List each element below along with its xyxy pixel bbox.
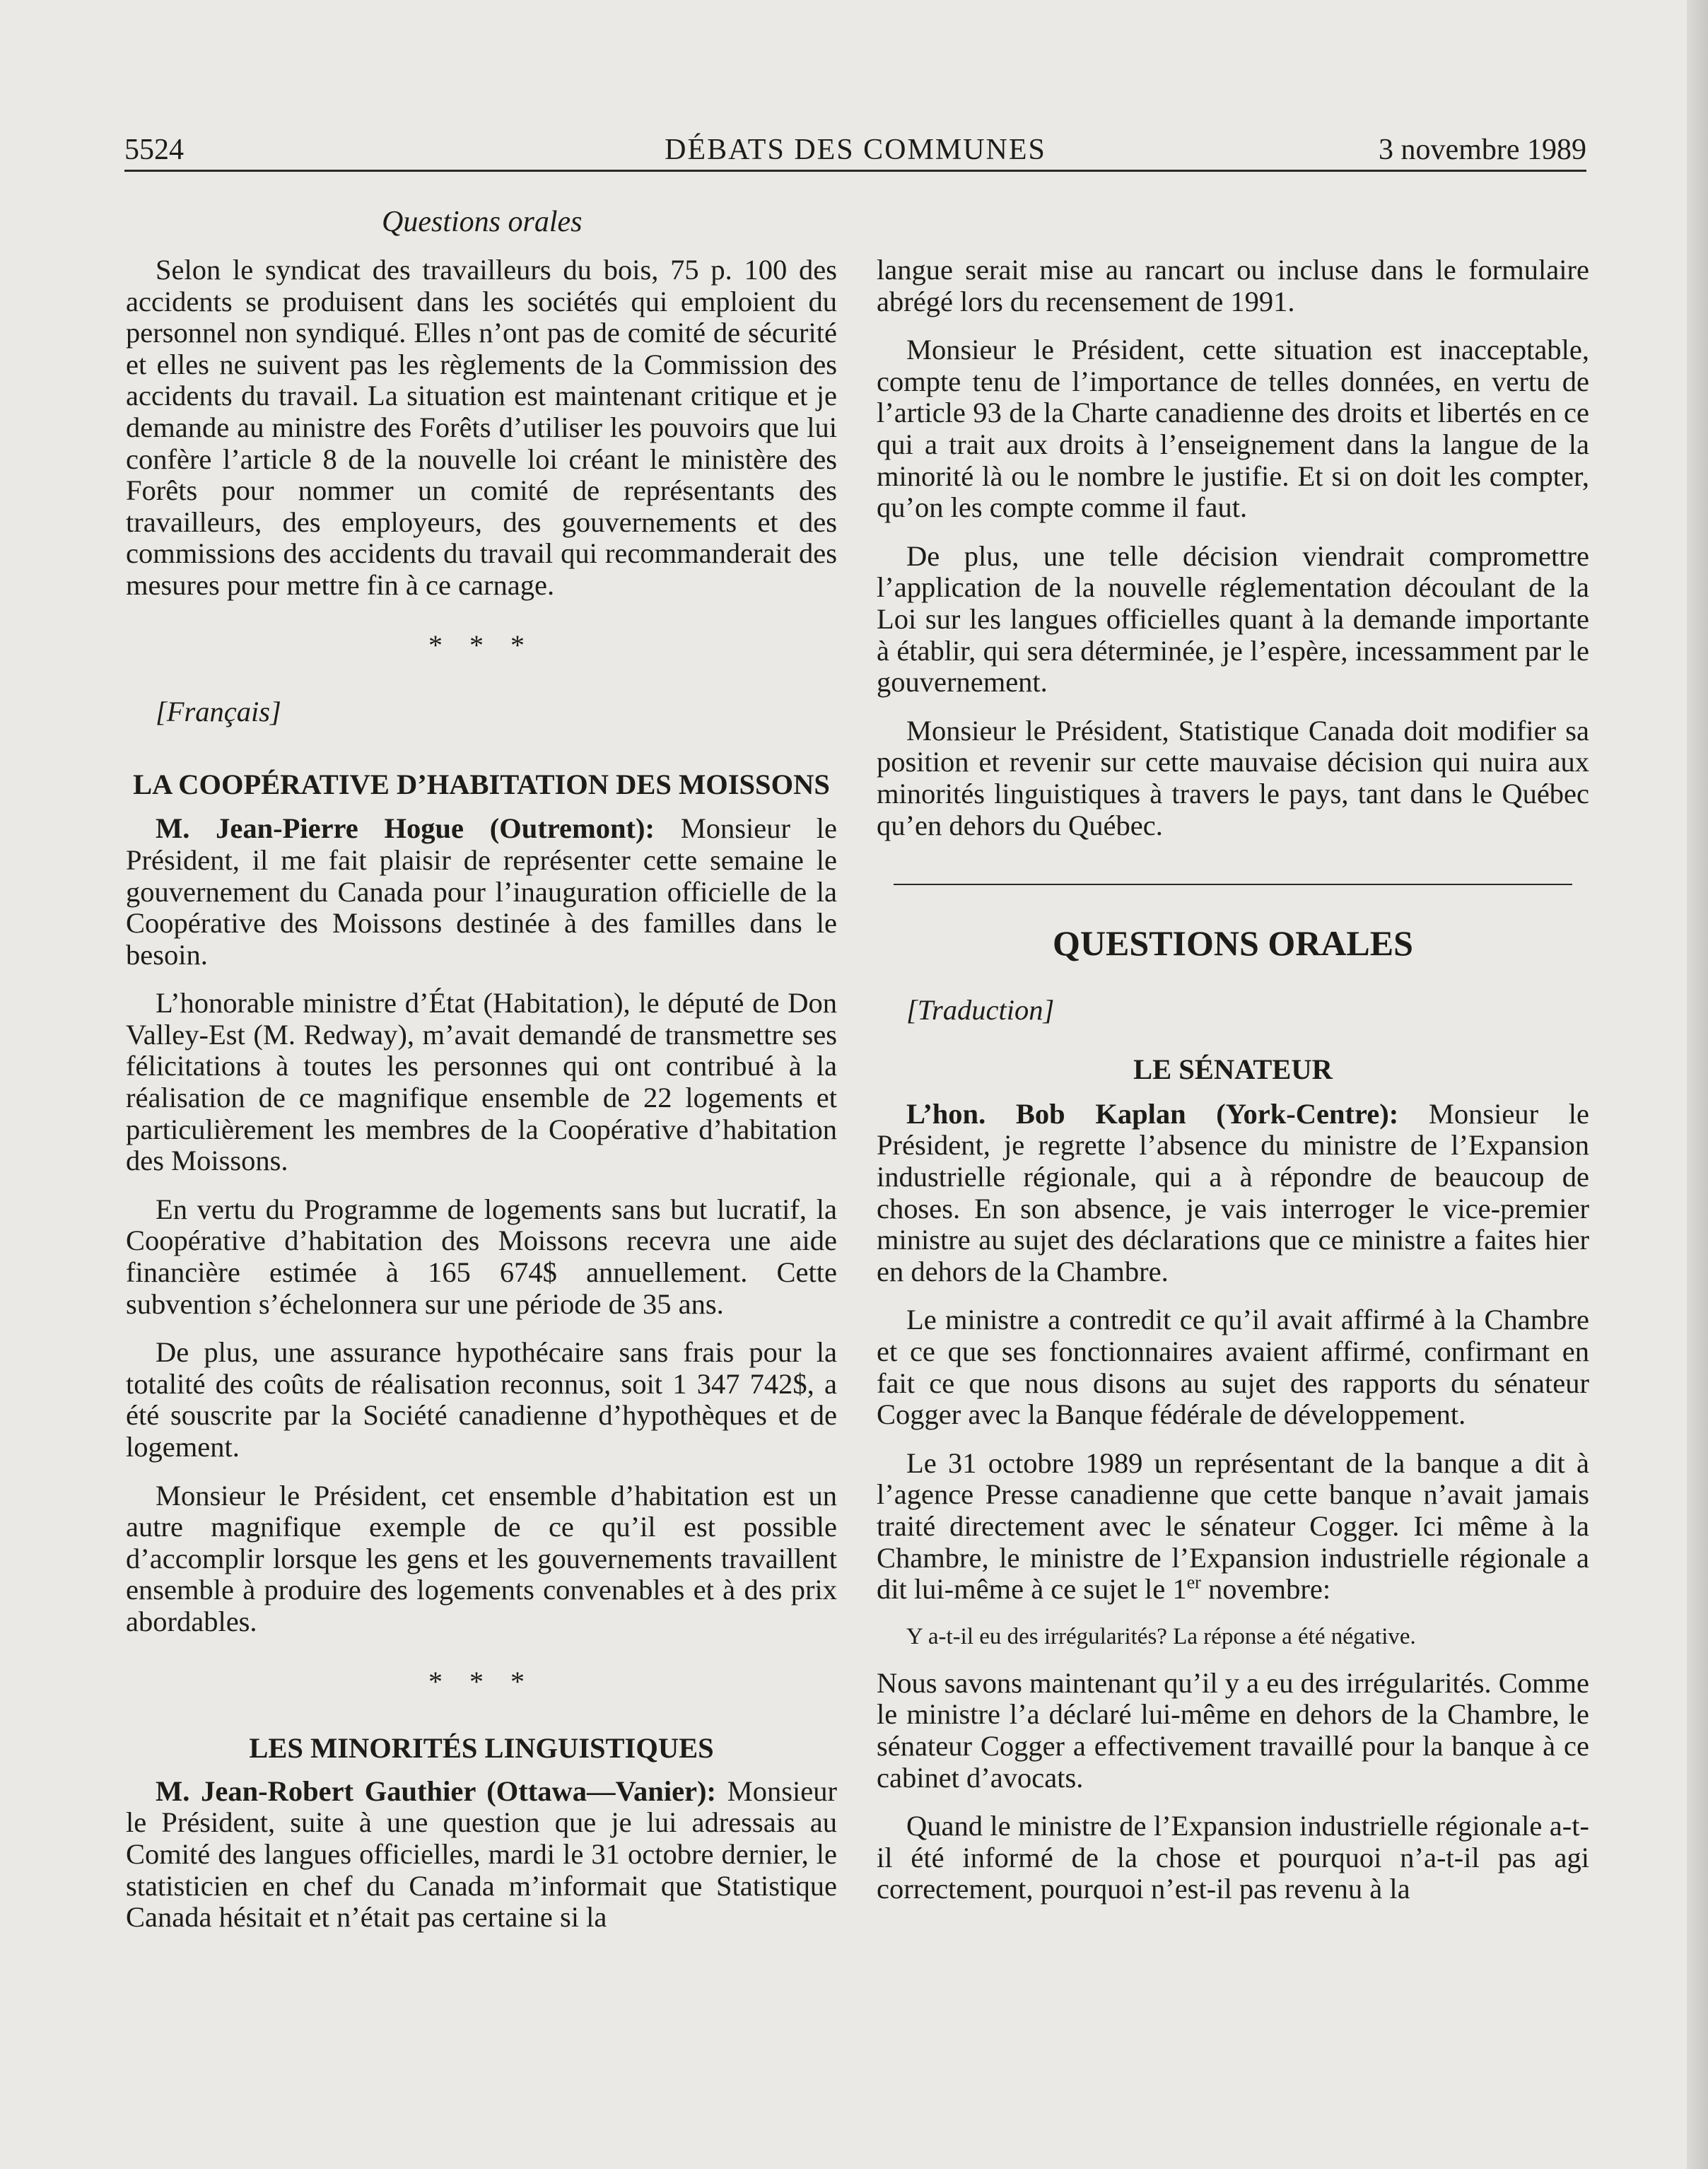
paragraph: Selon le syndicat des travailleurs du bois, 75 p. 100 des accidents se produisent dans les sociétés qui emploient du personnel non syndiqué. Elles n’ont pas de comité de sécurité et elles ne suivent pas les règlements de la Commission des accidents du travail. La situation est maintenant critique et je demande au ministre des Forêts d’utiliser les pouvoirs que lui confère l’article 8 de la nouvelle loi créant le ministère des Forêts pour nommer un comité de représentants des travailleurs, des employeurs, des gouvernements et des commissions des accidents du travail qui recommanderait des mesures pour mettre fin à ce carnage.	[126, 254, 837, 601]
speech-text: novembre:	[1200, 1573, 1331, 1606]
language-tag: [Français]	[156, 696, 281, 728]
left-column	[126, 255, 837, 1951]
paragraph	[126, 1776, 837, 1934]
section-heading: LA COOPÉRATIVE D’HABITATION DES MOISSONS	[133, 768, 830, 800]
paragraph: L’honorable ministre d’État (Habitation), le député de Don Valley-Est (M. Redway), m’avait demandé de transmettre ses félicitations à toutes les personnes qui ont contribué à la réalisation de ce magnifique ensemble de 22 logements et particulièrement les membres de la Coopérative d’habitation des Moissons.	[126, 987, 837, 1177]
speech-text: Monsieur le Président, il me fait plaisir de représenter cette semaine le gouvernement du Canada pour l’inauguration officielle de la Coopérative des Moissons destinée à des familles dans le besoin.	[126, 812, 837, 971]
paragraph: De plus, une assurance hypothécaire sans frais pour la totalité des coûts de réalisation reconnus, soit 1 347 742$, a été souscrite par la Société canadienne d’hypothèques et de logement.	[126, 1336, 837, 1463]
paragraph: Nous savons maintenant qu’il y a eu des irrégularités. Comme le ministre l’a déclaré lui-même en dehors de la Chambre, le sénateur Cogger a effectivement travaillé pour la banque à ce cabinet d’avocats.	[877, 1666, 1589, 1794]
section-divider	[894, 884, 1572, 885]
page-edge-shadow	[1687, 0, 1708, 2169]
section-heading: LES MINORITÉS LINGUISTIQUES	[249, 1732, 714, 1765]
journal-title: DÉBATS DES COMMUNES	[665, 134, 1046, 166]
page-header	[124, 127, 1586, 170]
section-separator: * * *	[428, 629, 534, 661]
header-rule	[124, 170, 1586, 172]
superscript: er	[1186, 1572, 1201, 1593]
running-title: Questions orales	[382, 206, 583, 238]
paragraph: En vertu du Programme de logements sans but lucratif, la Coopérative d’habitation des Moissons recevra une aide financière estimée à 165 674$ annuellement. Cette subvention s’échelonnera sur une période de 35 ans.	[126, 1193, 837, 1320]
section-heading: QUESTIONS ORALES	[1053, 923, 1413, 964]
paragraph: Quand le ministre de l’Expansion industrielle régionale a-t-il été informé de la chose et pourquoi n’a-t-il pas agi correctement, pourquoi n’est-il pas revenu à la	[877, 1810, 1589, 1905]
paragraph	[877, 1099, 1589, 1288]
speech-text: Monsieur le Président, je regrette l’absence du ministre de l’Expansion industrielle régionale, qui a à répondre de beaucoup de choses. En son absence, je vais interroger le vice-premier ministre au sujet des déclarations que ce ministre a faites hier en dehors de la Chambre.	[877, 1097, 1590, 1287]
paragraph	[877, 1448, 1589, 1606]
issue-date: 3 novembre 1989	[1379, 134, 1586, 166]
right-column	[877, 255, 1589, 1922]
page-number: 5524	[124, 134, 184, 166]
speech-text: Monsieur le Président, suite à une question que je lui adressais au Comité des langues officielles, mardi le 31 octobre dernier, le statisticien en chef du Canada m’informait que Statistique Canada hésitait et n’était pas certaine si la	[126, 1775, 837, 1934]
paragraph: langue serait mise au rancart ou incluse dans le formulaire abrégé lors du recensement de 1991.	[877, 254, 1589, 317]
language-tag: [Traduction]	[906, 993, 1055, 1026]
paragraph: Monsieur le Président, cet ensemble d’habitation est un autre magnifique exemple de ce qu’il est possible d’accomplir lorsque les gens et les gouvernements travaillent ensemble à produire des logements convenables et à des prix abordables.	[126, 1479, 837, 1637]
section-heading: LE SÉNATEUR	[1133, 1053, 1333, 1086]
section-separator: * * *	[428, 1665, 534, 1697]
paragraph	[126, 813, 837, 971]
speech-text: Le 31 octobre 1989 un représentant de la banque a dit à l’agence Presse canadienne que cette banque n’avait jamais traité directement avec le sénateur Cogger. Ici même à la Chambre, le ministre de l’Expansion industrielle régionale a dit lui-même à ce sujet le 1	[877, 1446, 1589, 1606]
paragraph: Monsieur le Président, cette situation est inacceptable, compte tenu de l’importance de telles données, en vertu de l’article 93 de la Charte canadienne des droits et libertés en ce qui a trait aux droits à l’enseignement dans la langue de la minorité là ou le nombre le justifie. Et si on doit les compter, qu’on les compte comme il faut.	[877, 334, 1589, 524]
paragraph: Monsieur le Président, Statistique Canada doit modifier sa position et revenir sur cette mauvaise décision qui nuira aux minorités linguistiques à travers le pays, tant dans le Québec qu’en dehors du Québec.	[877, 714, 1589, 841]
speaker-name: M. Jean-Pierre Hogue (Outremont):	[156, 812, 655, 845]
speaker-name: M. Jean-Robert Gauthier (Ottawa—Vanier):	[156, 1775, 716, 1807]
paragraph: De plus, une telle décision viendrait compromettre l’application de la nouvelle réglementation découlant de la Loi sur les langues officielles quant à la demande importante à établir, qui sera déterminée, je l’espère, incessamment par le gouvernement.	[877, 539, 1589, 698]
paragraph: Le ministre a contredit ce qu’il avait affirmé à la Chambre et ce que ses fonctionnaires avaient affirmé, confirmant en fait ce que nous disons au sujet des rapports du sénateur Cogger avec la Banque fédérale de développement.	[877, 1304, 1589, 1431]
speaker-name: L’hon. Bob Kaplan (York-Centre):	[906, 1097, 1399, 1130]
block-quote: Y a-t-il eu des irrégularités? La réponse a été négative.	[906, 1623, 1416, 1649]
